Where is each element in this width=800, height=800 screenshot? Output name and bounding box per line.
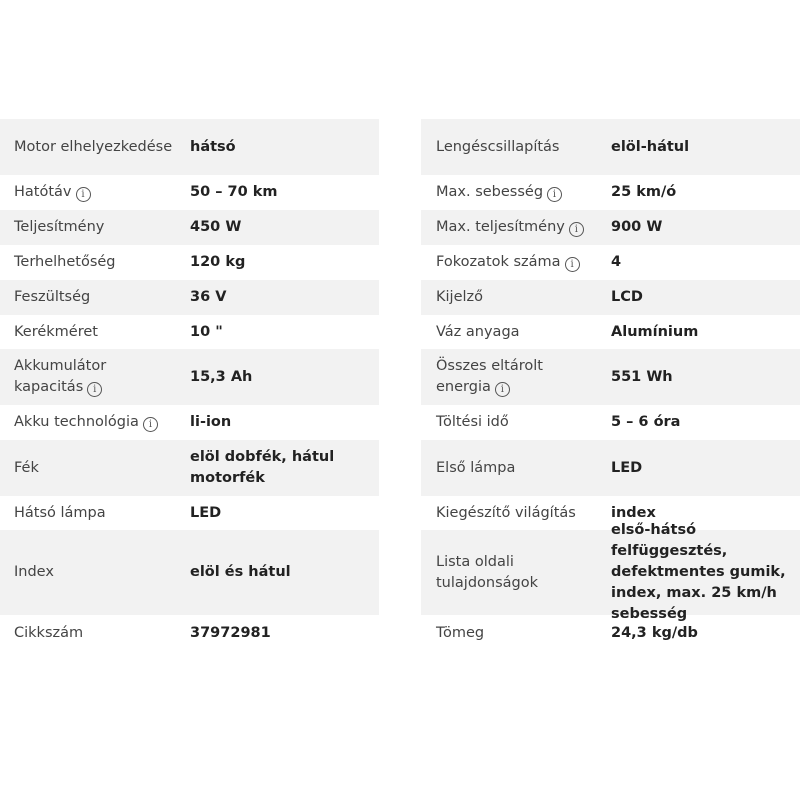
spec-label [421,356,611,398]
spec-label-text: Max. teljesítmény [436,219,565,235]
spec-label [0,217,190,238]
spec-row [421,245,800,280]
info-icon[interactable]: i [87,382,102,397]
spec-value: 5 – 6 óra [611,414,681,430]
spec-label-text: Kijelző [436,289,483,305]
spec-label [0,623,190,644]
spec-label [421,322,611,343]
spec-label-text: Hatótáv [14,184,72,200]
spec-value: 551 Wh [611,368,673,385]
spec-label [0,562,190,583]
spec-row [421,210,800,245]
spec-value: elöl dobfék, hátul motorfék [190,449,335,486]
spec-label [0,458,190,479]
spec-label [421,217,611,238]
spec-row [0,245,379,280]
spec-row [421,119,800,175]
spec-value: 120 kg [190,254,246,270]
spec-label [0,412,190,433]
spec-label [421,552,611,594]
spec-row [0,349,379,405]
spec-value: 4 [611,254,622,270]
info-icon[interactable]: i [569,222,584,237]
spec-row [0,175,379,210]
spec-label-text: Index [14,564,54,580]
spec-row [421,405,800,440]
spec-label-text: Terhelhetőség [14,254,116,270]
spec-label [421,137,611,158]
spec-label [0,182,190,203]
spec-value: elöl-hátul [611,138,690,155]
spec-value: első-hátsó felfüggesztés, defektmentes gumik, index, max. 25 km/h sebesség [611,522,786,622]
spec-label-text: Max. sebesség [436,184,544,200]
spec-row [421,349,800,405]
spec-label [0,356,190,398]
spec-value: index [611,504,656,521]
spec-row [0,315,379,349]
specs-table [0,119,800,651]
spec-label [421,252,611,273]
spec-label-text: Akkumulátor kapacitás [14,358,107,395]
spec-label-text: Feszültség [14,289,91,305]
spec-label-text: Kiegészítő világítás [436,504,576,521]
spec-row [421,175,800,210]
spec-label-text: Töltési idő [436,414,509,430]
spec-value: LED [190,504,222,521]
spec-label-text: Fokozatok száma [436,254,561,270]
spec-label-text: Váz anyaga [436,323,520,340]
spec-row [0,119,379,175]
spec-label [421,412,611,433]
spec-label [0,252,190,273]
spec-label-text: Akku technológia [14,414,139,430]
spec-label [421,458,611,479]
spec-row [0,440,379,496]
spec-value: 25 km/ó [611,184,677,200]
spec-value: 36 V [190,289,227,305]
spec-row [0,405,379,440]
spec-row [0,280,379,315]
spec-value: elöl és hátul [190,564,291,580]
spec-value: 37972981 [190,624,271,641]
spec-value: hátsó [190,138,236,155]
spec-label-text: Összes eltárolt energia [436,358,543,395]
spec-label [0,287,190,308]
spec-value: 450 W [190,219,242,235]
spec-label [421,503,611,524]
spec-value: 24,3 kg/db [611,624,698,641]
spec-label-text: Hátsó lámpa [14,504,106,521]
spec-value: li-ion [190,414,232,430]
spec-row [421,280,800,315]
spec-value: 15,3 Ah [190,368,253,385]
spec-label-text: Teljesítmény [14,219,105,235]
spec-label [421,287,611,308]
info-icon[interactable]: i [565,257,580,272]
spec-label-text: Lista oldali tulajdonságok [436,553,538,591]
spec-value: 900 W [611,219,663,235]
spec-label-text: Kerékméret [14,323,98,340]
spec-row [421,440,800,496]
spec-label [0,137,190,158]
spec-label-text: Tömeg [436,624,485,641]
spec-value: 50 – 70 km [190,184,278,200]
spec-value: 10 " [190,323,223,340]
spec-row [0,210,379,245]
spec-value: LED [611,459,643,476]
specs-column-left [0,119,379,651]
spec-row [421,522,800,622]
info-icon[interactable]: i [495,382,510,397]
spec-label-text: Motor elhelyezkedése [14,138,173,155]
info-icon[interactable]: i [76,187,91,202]
spec-label-text: Lengéscsillapítás [436,138,560,155]
spec-row [421,315,800,349]
specs-column-right [421,119,800,651]
spec-label-text: Cikkszám [14,624,84,641]
info-icon[interactable]: i [547,187,562,202]
spec-row [0,496,379,530]
spec-label [421,182,611,203]
spec-label-text: Fék [14,459,39,476]
spec-label-text: Első lámpa [436,459,516,476]
info-icon[interactable]: i [143,417,158,432]
spec-value: LCD [611,289,643,305]
spec-row [0,615,379,651]
spec-row [0,530,379,615]
spec-label [421,623,611,644]
spec-label [0,503,190,524]
spec-value: Alumínium [611,323,699,340]
spec-label [0,322,190,343]
